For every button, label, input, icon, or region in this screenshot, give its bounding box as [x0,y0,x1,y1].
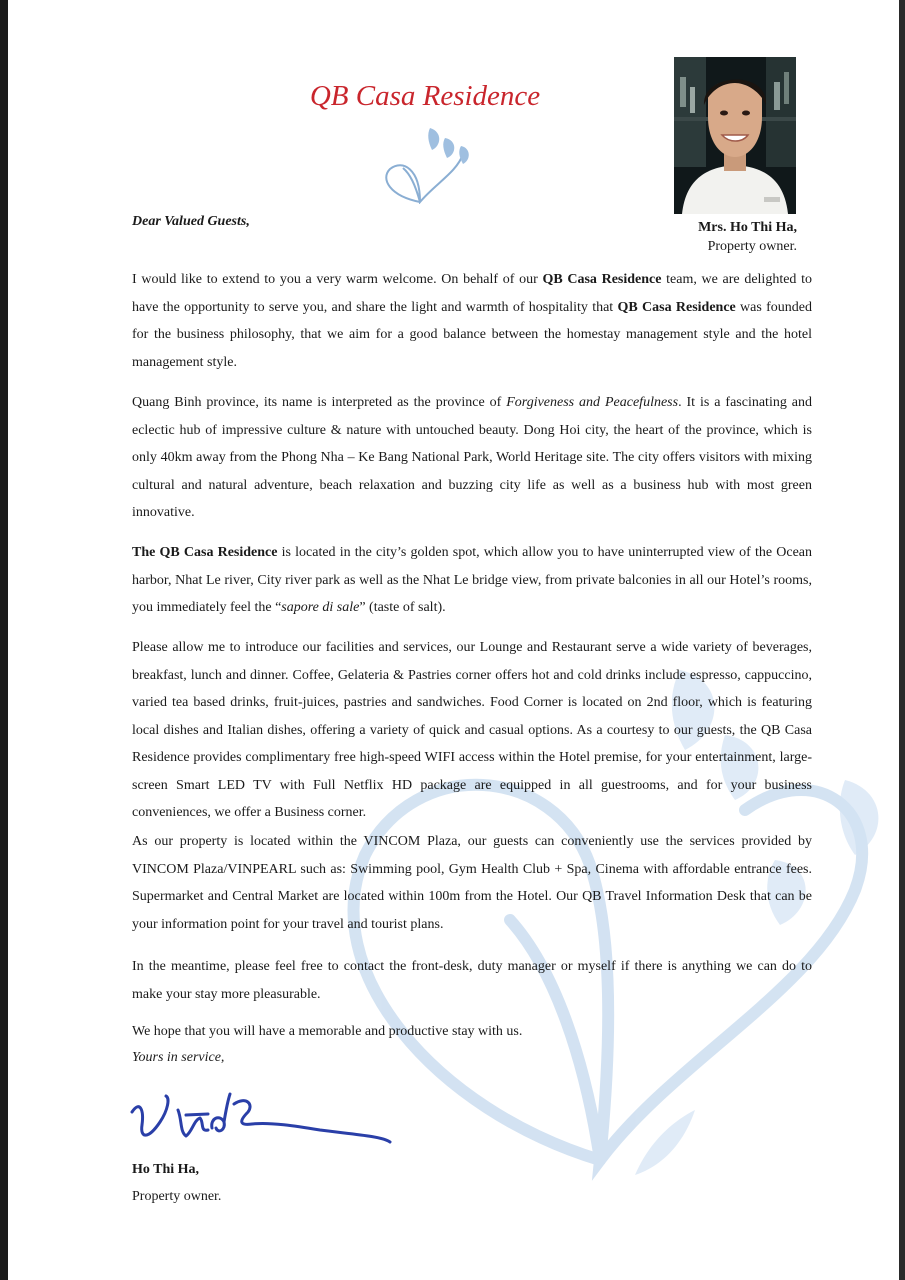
closing-line: Yours in service, [132,1050,225,1065]
letter-paragraph-5: As our property is located within the VINCOM Plaza, our guests can conveniently use the services provided by VINCOM Plaza/VINPEARL such as: Swimming pool, Gym Health Club + Spa, Cinema with affordable entrance fees. Supermarket and Central Market are located within 100m from the Hotel. Our QB Travel Information Desk that can be your information point for your travel and tourist plans. [132,834,812,932]
scan-left-edge [0,0,8,1280]
greeting-line: Dear Valued Guests, [132,214,250,229]
letter-paragraph-6: In the meantime, please feel free to contact the front-desk, duty manager or myself if there is anything we can do to make your stay more pleasurable. [132,959,812,1002]
owner-title: Property owner. [707,239,797,254]
p3-hotel-name: The QB Casa Residence [132,545,278,560]
p1-text-e: was founded for the business philosophy, that we aim for a good balance between the homestay management style and the hotel management style. [132,299,813,370]
p3-text-d: ” (taste of salt). [359,600,446,615]
letter-paragraph-1 [132,266,812,376]
p1-text-a: I would like to extend to you a very warm welcome. On behalf of our [132,272,543,287]
signer-name: Ho Thi Ha, [132,1162,200,1177]
letter-paragraph-3 [132,539,812,622]
p1-hotel-name-a: QB Casa Residence [542,272,662,287]
letter-paragraph-7: We hope that you will have a memorable and productive stay with us. [132,1024,523,1039]
letter-paragraph-2 [132,389,812,527]
hotel-name-title: QB Casa Residence [309,80,541,112]
letter-paragraph-4: Please allow me to introduce our facilities and services, our Lounge and Restaurant serve a wide variety of beverages, breakfast, lunch and dinner. Coffee, Gelateria & Pastries corner offers hot and cold drinks include espresso, cappuccino, varied tea based drinks, fruit-juices, pastries and sandwiches. Food Corner is located on 2nd floor, which is featuring local dishes and Italian dishes, offering a variety of quick and casual options. As a courtesy to our guests, the QB Casa Residence provides complimentary free high-speed WIFI access within the Hotel premise, for your entertainment, large-screen Smart LED TV with Full Netflix HD package are equipped in all guestrooms, and for your business conveniences, we offer a Business corner. [132,640,812,820]
owner-caption [698,218,797,256]
owner-name: Mrs. Ho Thi Ha, [698,220,797,235]
leaf-logo-icon [375,124,475,204]
p2-text-a: Quang Binh province, its name is interpreted as the province of [132,395,507,410]
p2-province-meaning: Forgiveness and Peacefulness [506,395,679,410]
p2-text-c: . It is a fascinating and eclectic hub of impressive culture & nature with untouched beauty. Dong Hoi city, the heart of the province, which is only 40km away from the Phong Nha – Ke Bang National Park, World Heritage site. The city offers visitors with mixing cultural and natural adventure, beach relaxation and buzzing city life as well as a business hub with most green innovative. [132,395,812,520]
p1-text-c: team, we are delighted to have the opportunity to serve you, and share the light and warmth of hospitality that [132,272,812,315]
p1-hotel-name-b: QB Casa Residence [617,299,736,315]
p3-sapore-di-sale: sapore di sale [281,600,360,615]
handwritten-signature-icon [120,1070,410,1160]
p3-text-b: is located in the city’s golden spot, which allow you to have uninterrupted view of the Ocean harbor, Nhat Le river, City river park as well as the Nhat Le bridge view, from private balconies in all our Hotel’s rooms, you immediately feel the “ [132,545,813,615]
signer-title: Property owner. [132,1189,222,1204]
owner-portrait-photo [674,57,796,214]
